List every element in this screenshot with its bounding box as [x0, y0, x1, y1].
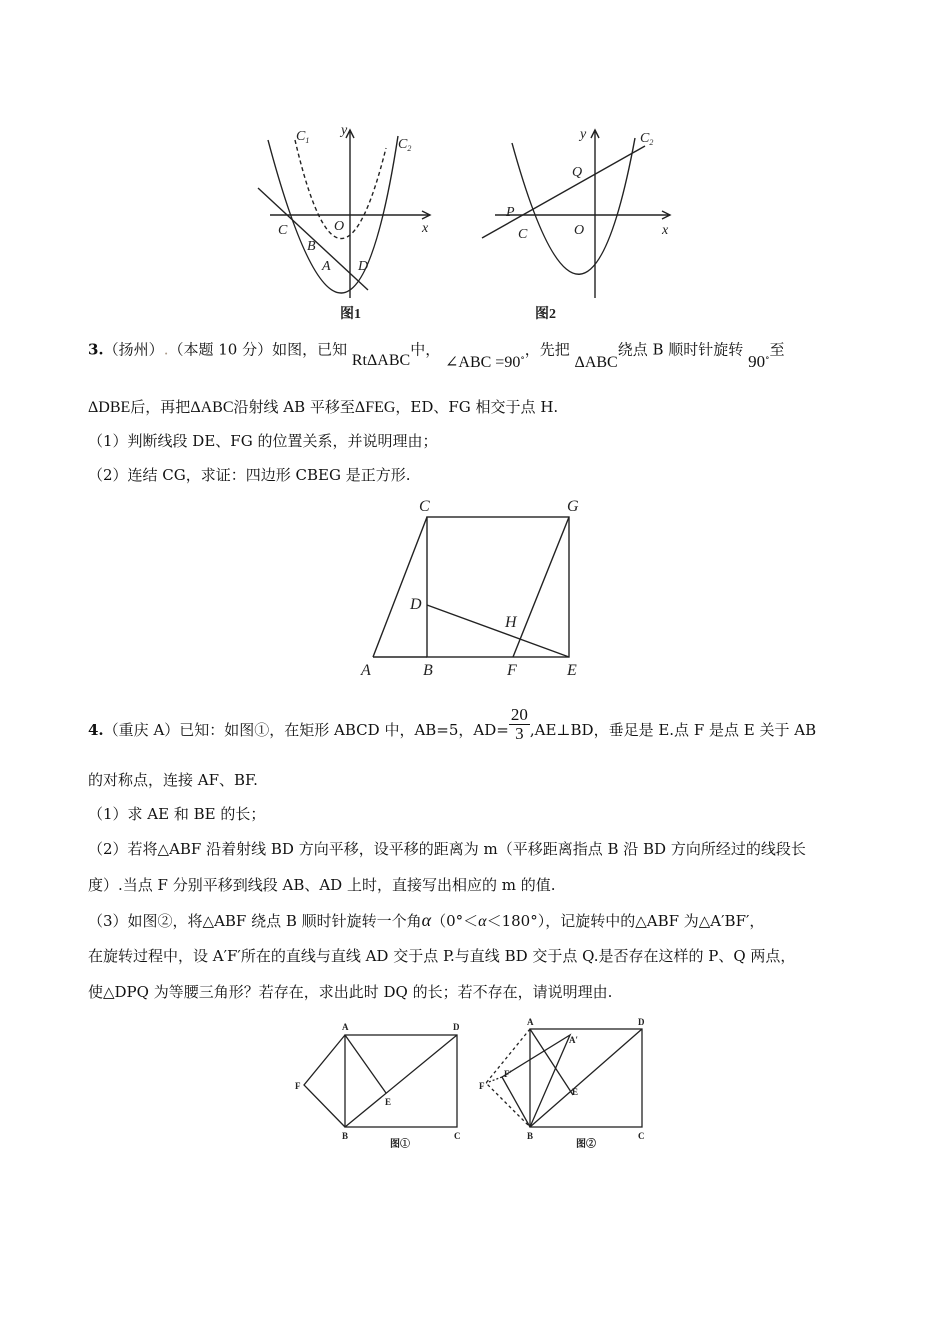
q3-g-label: G — [567, 498, 579, 515]
g2-q-label: Q — [572, 165, 583, 180]
q4-f2-c: C — [638, 1131, 645, 1141]
svg-text:C2: $C_2$ — [398, 137, 412, 153]
q3-angle: ∠ABC =90∘ — [444, 352, 525, 371]
q3-ac — [373, 517, 427, 657]
q3-part1: （1）判断线段 DE、FG 的位置关系，并说明理由； — [88, 432, 438, 450]
q4-part3d: 在旋转过程中，设 A′F′所在的直线与直线 AD 交于点 P.与直线 BD 交于点 Q.是否存在这样的 P、Q 两点， — [88, 947, 796, 965]
q4-fig1-bd — [345, 1035, 457, 1127]
g1-c-label: C — [278, 223, 288, 238]
q4-part1: （1）求 AE 和 BE 的长； — [88, 805, 266, 823]
parabola-figures — [250, 118, 700, 328]
q4-f1-b: B — [342, 1131, 349, 1141]
q3-line1: 3.（扬州）.（本题 10 分）如图，已知 RtΔABC中， ∠ABC =90∘，先把 ΔABC绕点 B 顺时针旋转 90∘至 — [88, 340, 785, 371]
g1-x-label: x — [422, 221, 429, 236]
parabola-figures-svg — [250, 118, 700, 328]
q4-f1-f: F — [295, 1081, 301, 1091]
g2-o-label: O — [574, 223, 585, 238]
q4-fig2-bd — [530, 1029, 642, 1127]
q4-f2-f: F — [479, 1081, 485, 1091]
q3-d-label: D — [410, 596, 422, 613]
q4-part3a: （3）如图②，将△ABF 绕点 B 顺时针旋转一个角α（0°＜α＜180°），记旋转中的△ABF 为△A′BF′， — [88, 910, 765, 930]
q4-f2-e: E — [572, 1087, 579, 1097]
q3-part2: （2）连结 CG，求证：四边形 CBEG 是正方形. — [88, 466, 411, 484]
g2-p-label: P — [506, 205, 515, 220]
g2-c-label: C — [518, 227, 528, 242]
g1-c1-label: C — [296, 129, 306, 144]
q3-c-label: C — [419, 498, 430, 515]
caption-fig2: 图2 — [535, 307, 556, 322]
q4-fig1-afb — [304, 1035, 345, 1127]
q4-fraction: $\frac{20}{3}$ — [510, 704, 528, 743]
q4-f1-e: E — [385, 1097, 392, 1107]
q4-part2b: 度）.当点 F 分别平移到线段 AB、AD 上时，直接写出相应的 m 的值. — [88, 876, 556, 894]
q3-f-label: F — [507, 662, 517, 679]
q4-line2: 的对称点，连接 AF、BF. — [88, 771, 258, 789]
q4-f1-a: A — [342, 1022, 349, 1032]
g1-d-label: D — [358, 259, 369, 274]
svg-text:C1: $C_1$ — [296, 129, 310, 145]
q3-de — [427, 605, 569, 657]
q4-f2-b: B — [527, 1131, 534, 1141]
q4-f2-a2: A′ — [569, 1035, 579, 1045]
q4-figures — [290, 1015, 660, 1155]
q4-f2-cap: 图② — [576, 1139, 596, 1150]
g2-y-label: y — [580, 127, 587, 142]
g1-b-label: B — [307, 239, 316, 254]
q4-f1-c: C — [454, 1131, 461, 1141]
q4-f2-a: A — [527, 1017, 534, 1027]
g2-x-label: x — [662, 223, 669, 238]
q4-fig2-ae — [530, 1029, 573, 1095]
q4-f2-f2: F′ — [504, 1069, 513, 1079]
g2-parabola — [512, 138, 635, 274]
q3-a-label: A — [361, 662, 371, 679]
q3-b-label: B — [423, 662, 433, 679]
g1-y-label: y — [341, 123, 348, 138]
q4-fig1-ae — [345, 1035, 386, 1093]
g1-o-label: O — [334, 219, 345, 234]
q3-square — [427, 517, 569, 657]
q3-degree: 90∘ — [748, 351, 770, 371]
q4-f1-d: D — [453, 1022, 460, 1032]
q4-fig2-a2f2b — [502, 1035, 570, 1127]
q4-part3e: 使△DPQ 为等腰三角形？若存在，求出此时 DQ 的长；若不存在，请说明理由. — [88, 983, 613, 1001]
svg-text:C2: $C_2$ — [640, 131, 654, 147]
caption-fig1: 图1 — [340, 307, 361, 322]
q3-line2: ΔDBE后，再把ΔABC沿射线 AB 平移至ΔFEG，ED、FG 相交于点 H. — [88, 398, 559, 416]
q4-part2a: （2）若将△ABF 沿着射线 BD 方向平移，设平移的距离为 m（平移距离指点 B 沿 BD 方向所经过的线段长 — [88, 840, 806, 858]
q4-f2-d: D — [638, 1017, 645, 1027]
q3-h-label: H — [505, 614, 517, 631]
g1-a-label: A — [322, 259, 331, 274]
g2-line — [482, 146, 645, 238]
q4-line1: 4.（重庆 A）已知：如图①，在矩形 ABCD 中，AB=5，AD= $\frac{20}{3}$ ,AE⊥BD，垂足是 E.点 F 是点 E 关于 AB — [88, 704, 817, 743]
q3-rt-triangle: RtΔABC — [351, 351, 411, 369]
q3-e-label: E — [567, 662, 577, 679]
q3-figure — [355, 495, 595, 685]
q4-f1-cap: 图① — [390, 1139, 410, 1150]
q4-fig2-f2b — [502, 1077, 530, 1127]
q3-fg — [513, 517, 569, 657]
